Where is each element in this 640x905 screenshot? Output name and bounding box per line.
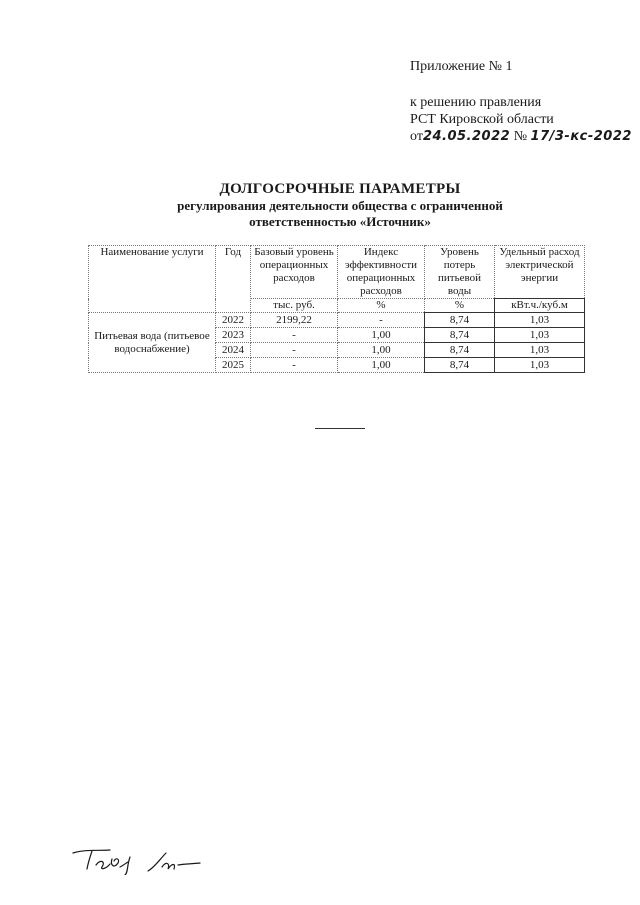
service-name: Питьевая вода (питьевое водоснабжение) bbox=[89, 313, 216, 373]
header-loss: Уровень потерь питьевой воды bbox=[425, 246, 495, 299]
unit-energy: кВт.ч./куб.м bbox=[495, 299, 585, 313]
document-title bbox=[60, 180, 620, 230]
cell-index: - bbox=[338, 313, 425, 328]
cell-base: - bbox=[251, 328, 338, 343]
table-row bbox=[89, 313, 585, 328]
parameters-table bbox=[88, 245, 585, 373]
cell-energy: 1,03 bbox=[495, 343, 585, 358]
cell-energy: 1,03 bbox=[495, 358, 585, 373]
title-sub-line-1: регулирования деятельности общества с ограниченной bbox=[177, 198, 503, 213]
table-header-row bbox=[89, 246, 585, 299]
header-energy: Удельный расход электрической энергии bbox=[495, 246, 585, 299]
cell-year: 2022 bbox=[216, 313, 251, 328]
cell-loss: 8,74 bbox=[425, 313, 495, 328]
handwritten-signature bbox=[70, 845, 220, 875]
cell-base: 2199,22 bbox=[251, 313, 338, 328]
closing-divider bbox=[315, 428, 365, 429]
header-year: Год bbox=[216, 246, 251, 313]
cell-loss: 8,74 bbox=[425, 343, 495, 358]
cell-base: - bbox=[251, 358, 338, 373]
cell-year: 2025 bbox=[216, 358, 251, 373]
cell-loss: 8,74 bbox=[425, 328, 495, 343]
decision-line-3 bbox=[410, 128, 632, 145]
cell-energy: 1,03 bbox=[495, 313, 585, 328]
cell-index: 1,00 bbox=[338, 328, 425, 343]
decision-line-2: РСТ Кировской области bbox=[410, 112, 554, 127]
header-service: Наименование услуги bbox=[89, 246, 216, 313]
appendix-label: Приложение № 1 bbox=[410, 59, 513, 74]
from-prefix: от bbox=[410, 129, 423, 144]
cell-year: 2024 bbox=[216, 343, 251, 358]
title-sub-line-2: ответственностью «Источник» bbox=[249, 214, 431, 229]
header-index: Индекс эффективности операционных расходов bbox=[338, 246, 425, 299]
decision-date: 24.05.2022 bbox=[422, 129, 511, 144]
decision-number: 17/3-кс-2022 bbox=[530, 129, 632, 144]
number-sign: № bbox=[513, 129, 528, 144]
cell-base: - bbox=[251, 343, 338, 358]
unit-index: % bbox=[338, 299, 425, 313]
cell-loss: 8,74 bbox=[425, 358, 495, 373]
decision-reference bbox=[410, 94, 632, 145]
decision-line-1: к решению правления bbox=[410, 95, 542, 110]
cell-index: 1,00 bbox=[338, 343, 425, 358]
cell-energy: 1,03 bbox=[495, 328, 585, 343]
unit-base: тыс. руб. bbox=[251, 299, 338, 313]
header-base: Базовый уровень операционных расходов bbox=[251, 246, 338, 299]
unit-loss: % bbox=[425, 299, 495, 313]
cell-year: 2023 bbox=[216, 328, 251, 343]
cell-index: 1,00 bbox=[338, 358, 425, 373]
title-main: ДОЛГОСРОЧНЫЕ ПАРАМЕТРЫ bbox=[219, 181, 461, 197]
